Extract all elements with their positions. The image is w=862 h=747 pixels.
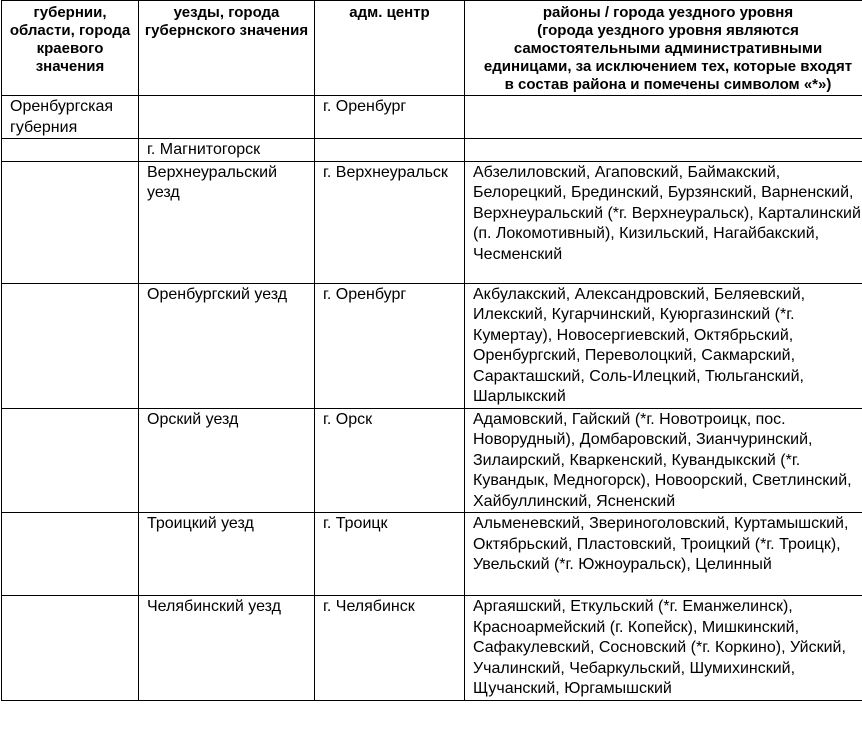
cell-guberniya: [2, 283, 139, 408]
cell-guberniya: [2, 408, 139, 513]
cell-guberniya: [2, 139, 139, 162]
cell-adm-center: г. Оренбург: [315, 283, 465, 408]
table-row: [2, 161, 862, 283]
cell-rayony: Альменевский, Звериноголовский, Куртамышский, Октябрьский, Пластовский, Троицкий (*г. Троицк), Увельский (*г. Южноуральск), Целинный: [465, 513, 862, 596]
header-rayony-line: районы / города уездного уровня: [542, 4, 794, 21]
cell-uezd: Орский уезд: [139, 408, 315, 513]
cell-uezd: Оренбургский уезд: [139, 283, 315, 408]
cell-adm-center: г. Орск: [315, 408, 465, 513]
cell-adm-center: г. Челябинск: [315, 596, 465, 701]
header-gubernii: губернии, области, города краевого значения: [2, 1, 139, 96]
cell-uezd: Челябинский уезд: [139, 596, 315, 701]
cell-uezd: [139, 96, 315, 139]
header-rayony-line: (города уездного уровня являются: [537, 22, 799, 39]
cell-adm-center: г. Троицк: [315, 513, 465, 596]
cell-guberniya: [2, 161, 139, 283]
table-row: [2, 513, 862, 596]
table-row: [2, 96, 862, 139]
cell-uezd: Верхнеуральский уезд: [139, 161, 315, 283]
header-rayony: [465, 1, 862, 96]
table-row: [2, 283, 862, 408]
header-rayony-line: в состав района и помечены символом «*»): [504, 76, 832, 93]
cell-guberniya: [2, 513, 139, 596]
cell-guberniya: Оренбургская губерния: [2, 96, 139, 139]
cell-adm-center: г. Верхнеуральск: [315, 161, 465, 283]
header-row: [2, 1, 862, 96]
cell-adm-center: г. Оренбург: [315, 96, 465, 139]
cell-rayony: Акбулакский, Александровский, Беляевский, Илекский, Кугарчинский, Куюргазинский (*г. Кумертау), Новосергиевский, Октябрьский, Оренбургский, Переволоцкий, Сакмарский, Саракташский, Соль-Илецкий, Тюльганский, Шарлыкский: [465, 283, 862, 408]
cell-uezd: Троицкий уезд: [139, 513, 315, 596]
cell-rayony: [465, 96, 862, 139]
header-rayony-line: самостоятельными административными: [513, 40, 823, 57]
cell-rayony: Аргаяшский, Еткульский (*г. Еманжелинск), Красноармейский (г. Копейск), Мишкинский, Сафакулевский, Сосновский (*г. Коркино), Уйский, Учалинский, Чебаркульский, Шумихинский, Щучанский, Юргамышский: [465, 596, 862, 701]
table-row: [2, 408, 862, 513]
header-adm-center: адм. центр: [315, 1, 465, 96]
table-row: [2, 139, 862, 162]
admin-division-table: [1, 0, 862, 701]
cell-adm-center: [315, 139, 465, 162]
cell-guberniya: [2, 596, 139, 701]
cell-uezd: г. Магнитогорск: [139, 139, 315, 162]
header-rayony-line: единицами, за исключением тех, которые входят: [483, 58, 853, 75]
cell-rayony: Адамовский, Гайский (*г. Новотроицк, пос. Новорудный), Домбаровский, Зианчуринский, Зилаирский, Кваркенский, Кувандыкский (*г. Кувандык, Медногорск), Новоорский, Светлинский, Хайбуллинский, Ясненский: [465, 408, 862, 513]
cell-rayony: [465, 139, 862, 162]
table-row: [2, 596, 862, 701]
cell-rayony: Абзелиловский, Агаповский, Баймакский, Белорецкий, Брединский, Бурзянский, Варненский, Верхнеуральский (*г. Верхнеуральск), Карталинский (п. Локомотивный), Кизильский, Нагайбакский, Чесменский: [465, 161, 862, 283]
header-uezdy: уезды, города губернского значения: [139, 1, 315, 96]
